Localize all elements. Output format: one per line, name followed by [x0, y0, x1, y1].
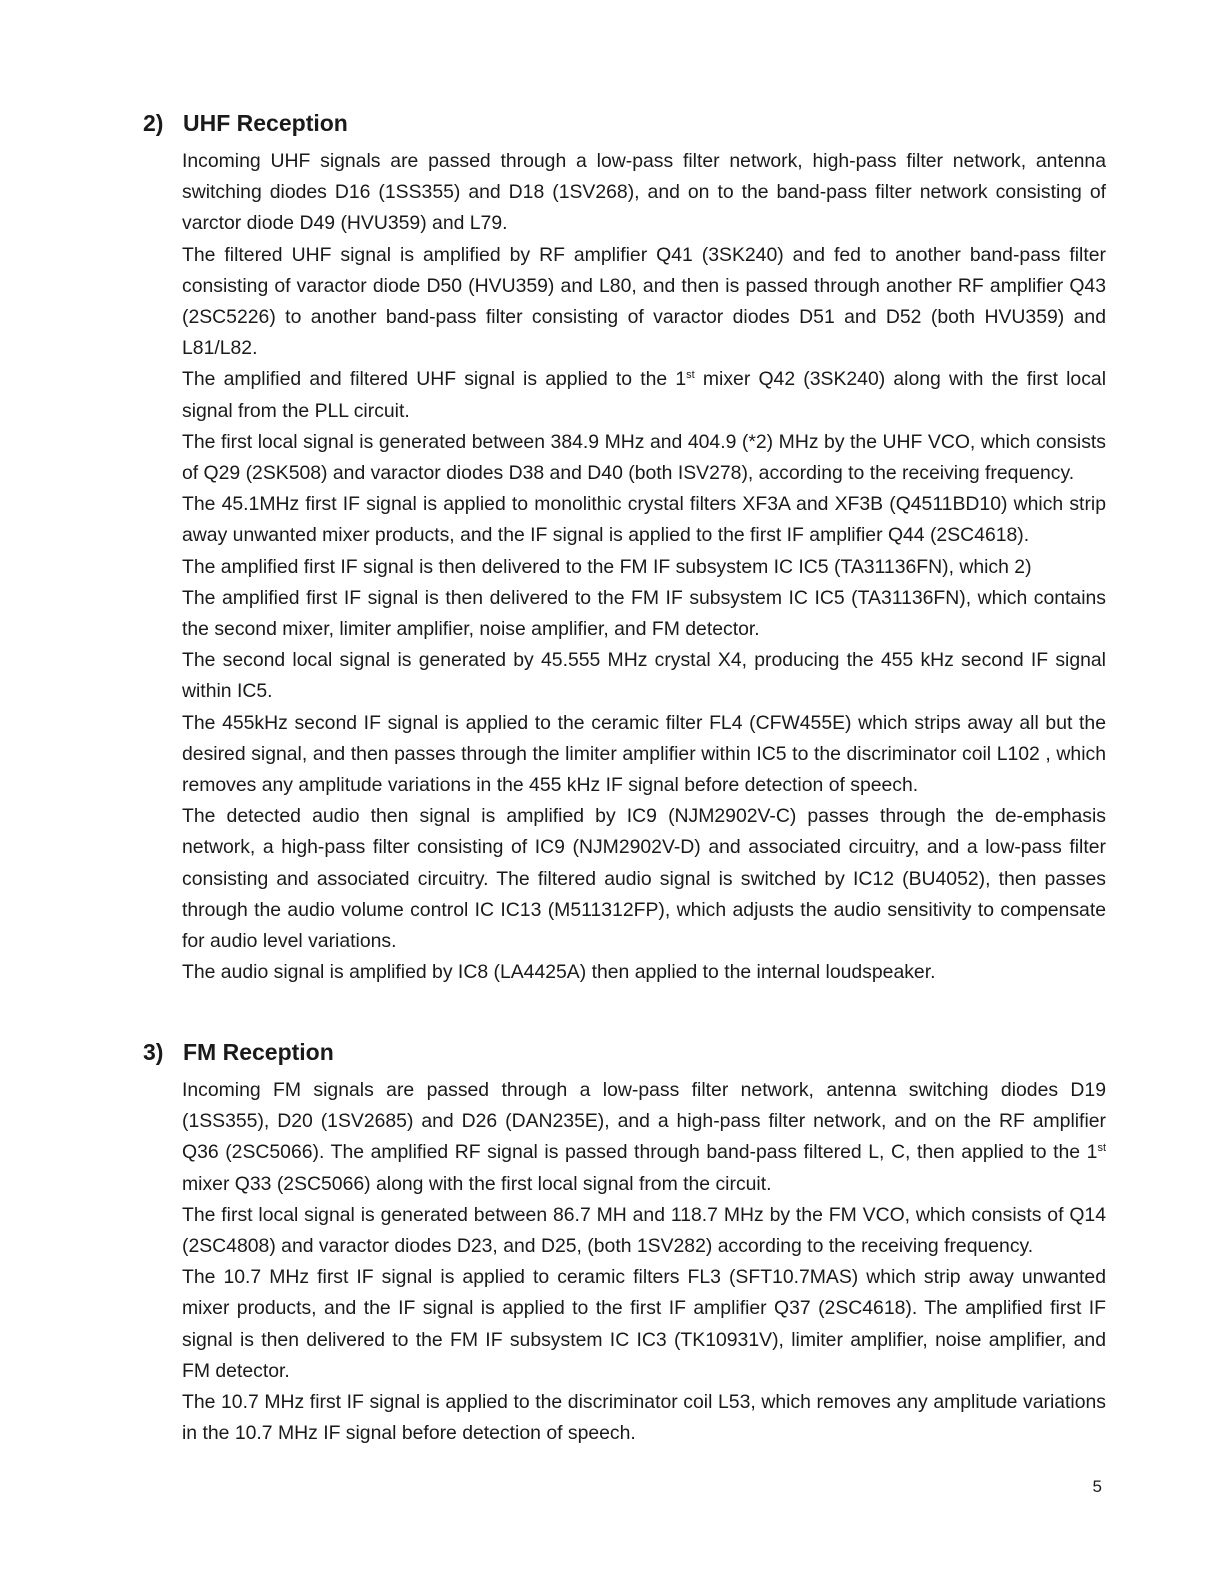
paragraph: The 45.1MHz first IF signal is applied to monolithic crystal filters XF3A and XF3B (Q4511BD10) which strip away unwanted mixer products, and the IF signal is applied to the first IF amplifier Q44 (2SC4618).	[182, 493, 1106, 547]
paragraph: The first local signal is generated between 86.7 MH and 118.7 MHz by the FM VCO, which consists of Q14 (2SC4808) and varactor diodes D23, and D25, (both 1SV282) according to the receiving frequency.	[182, 1203, 1106, 1258]
superscript: st	[686, 369, 695, 382]
paragraph: The filtered UHF signal is amplified by RF amplifier Q41 (3SK240) and fed to another band-pass filter consisting of varactor diode D50 (HVU359) and L80, and then is passed through another RF amplifier Q43 (2SC5226) to another band-pass filter consisting of varactor diodes D51 and D52 (both HVU359) and L81/L82.	[182, 243, 1106, 360]
page-number: 5	[1092, 1477, 1102, 1496]
paragraph: The amplified first IF signal is then delivered to the FM IF subsystem IC IC5 (TA31136FN), which contains the second mixer, limiter amplifier, noise amplifier, and FM detector.	[182, 586, 1106, 641]
paragraph: The audio signal is amplified by IC8 (LA4425A) then applied to the internal loudspeaker.	[182, 961, 936, 984]
section-body	[182, 1075, 1106, 1449]
paragraph	[182, 364, 1106, 426]
paragraph: The second local signal is generated by 45.555 MHz crystal X4, producing the 455 kHz second IF signal within IC5.	[182, 649, 1106, 703]
section-title: UHF Reception	[183, 110, 348, 136]
paragraph: The amplified first IF signal is then delivered to the FM IF subsystem IC IC5 (TA31136FN), which 2)	[182, 555, 1032, 578]
superscript: st	[1097, 1142, 1106, 1155]
paragraph-text: mixer Q42 (3SK240) along with the first local signal from the PLL circuit.	[182, 368, 1106, 422]
section-heading	[143, 1037, 334, 1067]
paragraph: The 10.7 MHz first IF signal is applied to the discriminator coil L53, which removes any amplitude variations in the 10.7 MHz IF signal before detection of speech.	[182, 1391, 1106, 1445]
paragraph-text: mixer Q33 (2SC5066) along with the first local signal from the circuit.	[182, 1172, 772, 1195]
paragraph: The first local signal is generated between 384.9 MHz and 404.9 (*2) MHz by the UHF VCO, which consists of Q29 (2SK508) and varactor diodes D38 and D40 (both ISV278), according to the receiving frequency.	[182, 430, 1106, 485]
paragraph: The detected audio then signal is amplified by IC9 (NJM2902V-C) passes through the de-emphasis network, a high-pass filter consisting of IC9 (NJM2902V-D) and associated circuitry, and a low-pass filter consisting and associated circuitry. The filtered audio signal is switched by IC12 (BU4052), then passes through the audio volume control IC IC13 (M511312FP), which adjusts the audio sensitivity to compensate for audio level variations.	[182, 805, 1106, 953]
paragraph-text: Incoming FM signals are passed through a low-pass filter network, antenna switching diodes D19 (1SS355), D20 (1SV2685) and D26 (DAN235E), and a high-pass filter network, and on the RF amplifier Q36 (2SC5066). The amplified RF signal is passed through band-pass filtered L, C, then applied to the 1	[182, 1079, 1106, 1164]
paragraph	[182, 1075, 1106, 1200]
paragraph: The 455kHz second IF signal is applied to the ceramic filter FL4 (CFW455E) which strips away all but the desired signal, and then passes through the limiter amplifier within IC5 to the discriminator coil L102 , which removes any amplitude variations in the 455 kHz IF signal before detection of speech.	[182, 711, 1106, 797]
section-number: 2)	[143, 110, 164, 136]
paragraph-text: The amplified and filtered UHF signal is applied to the 1	[182, 368, 687, 391]
paragraph: The 10.7 MHz first IF signal is applied to ceramic filters FL3 (SFT10.7MAS) which strip away unwanted mixer products, and the IF signal is applied to the first IF amplifier Q37 (2SC4618). The amplified first IF signal is then delivered to the FM IF subsystem IC IC3 (TK10931V), limiter amplifier, noise amplifier, and FM detector.	[182, 1266, 1106, 1382]
paragraph: Incoming UHF signals are passed through a low-pass filter network, high-pass filter network, antenna switching diodes D16 (1SS355) and D18 (1SV268), and on to the band-pass filter network consisting of varctor diode D49 (HVU359) and L79.	[182, 150, 1106, 235]
section-number: 3)	[143, 1039, 164, 1065]
section-title: FM Reception	[183, 1039, 334, 1065]
section-body	[182, 146, 1106, 988]
section-heading	[143, 108, 348, 138]
